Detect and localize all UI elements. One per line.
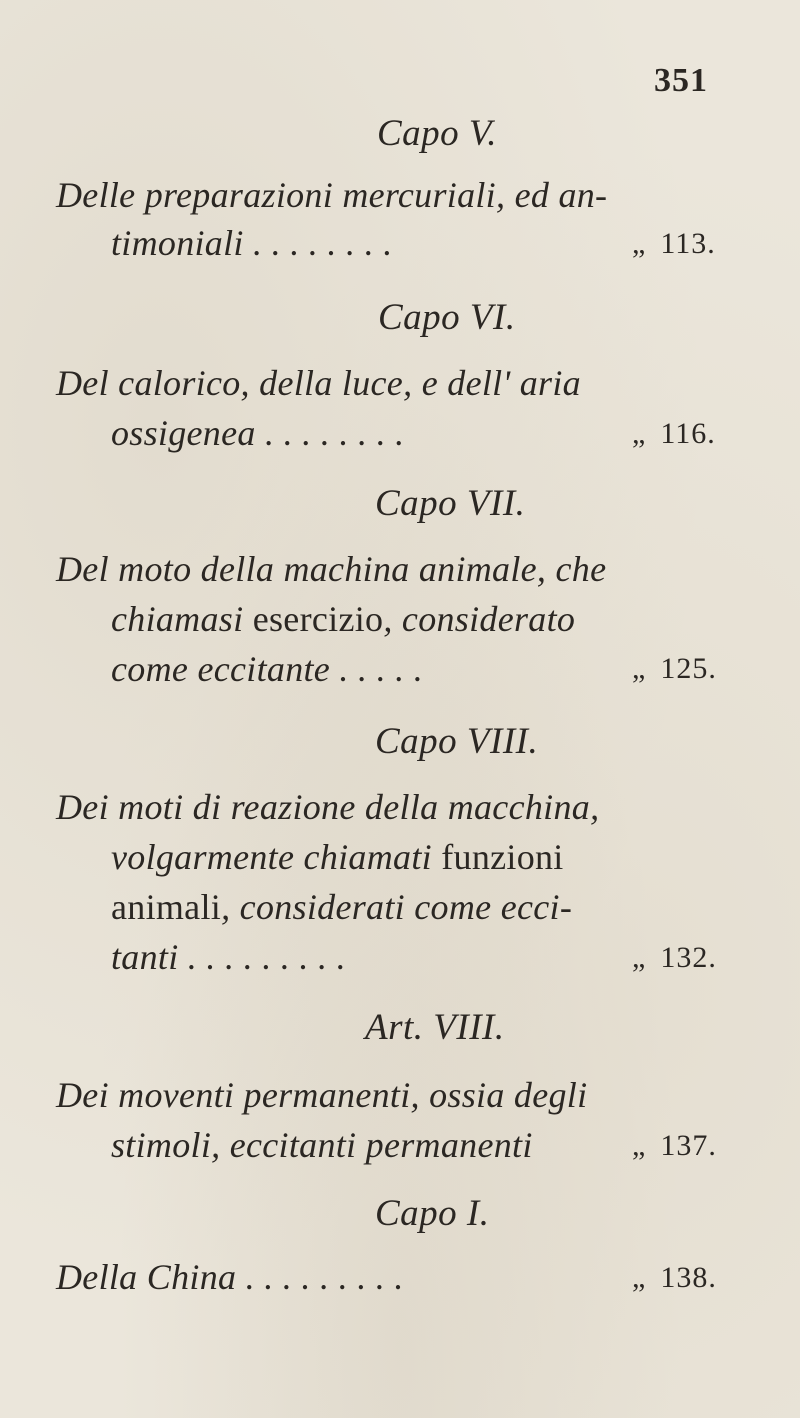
ditto-mark: „ — [632, 417, 647, 450]
entry-line: tanti . . . . . . . . . — [111, 937, 346, 977]
ditto-mark: „ — [632, 1129, 647, 1162]
entry-line: come eccitante . . . . . — [111, 649, 424, 689]
section-heading: Capo V. — [377, 113, 498, 154]
entry-line: Del calorico, della luce, e dell' aria — [56, 363, 581, 403]
entry-line — [111, 598, 575, 640]
entry-line — [111, 886, 572, 928]
page-number: 351 — [654, 62, 708, 99]
entry-line: Della China . . . . . . . . . — [56, 1257, 404, 1297]
page-ref-value: 113. — [660, 227, 716, 260]
ditto-mark: „ — [632, 941, 647, 974]
section-heading: Capo VII. — [375, 483, 526, 524]
ditto-mark: „ — [632, 1261, 647, 1294]
entry-line: Dei moventi permanenti, ossia degli — [56, 1075, 588, 1115]
roman-text: esercizio — [252, 599, 384, 639]
page-ref-value: 132. — [660, 941, 717, 974]
roman-text: animali — [111, 887, 222, 927]
entry-line: Dei moti di reazione della macchina, — [56, 787, 600, 827]
ditto-mark: „ — [632, 227, 647, 260]
page-ref-value: 116. — [660, 417, 716, 450]
entry-line: stimoli, eccitanti permanenti — [111, 1125, 533, 1165]
ditto-mark: „ — [632, 652, 647, 685]
page-reference — [632, 417, 716, 451]
roman-text: funzioni — [441, 837, 564, 877]
page-ref-value: 125. — [660, 652, 717, 685]
entry-line: Delle preparazioni mercuriali, ed an- — [56, 175, 608, 215]
page-reference — [632, 227, 716, 261]
section-heading: Art. VIII. — [365, 1007, 505, 1048]
section-heading: Capo I. — [375, 1193, 490, 1234]
section-heading: Capo VI. — [378, 297, 516, 338]
section-heading: Capo VIII. — [375, 721, 539, 762]
page-reference — [632, 652, 717, 686]
italic-text: , considerati come ecci- — [221, 887, 573, 927]
entry-line: ossigenea . . . . . . . . — [111, 413, 405, 453]
entry-line: Del moto della machina animale, che — [56, 549, 607, 589]
page-reference — [632, 1261, 717, 1295]
italic-text: , considerato — [383, 599, 576, 639]
page-ref-value: 138. — [660, 1261, 717, 1294]
page-reference — [632, 941, 717, 975]
entry-line: timoniali . . . . . . . . — [111, 223, 393, 263]
page-ref-value: 137. — [660, 1129, 717, 1162]
italic-text: volgarmente chiamati — [111, 837, 442, 877]
italic-text: chiamasi — [111, 599, 253, 639]
entry-line — [111, 836, 564, 878]
page-reference — [632, 1129, 717, 1163]
